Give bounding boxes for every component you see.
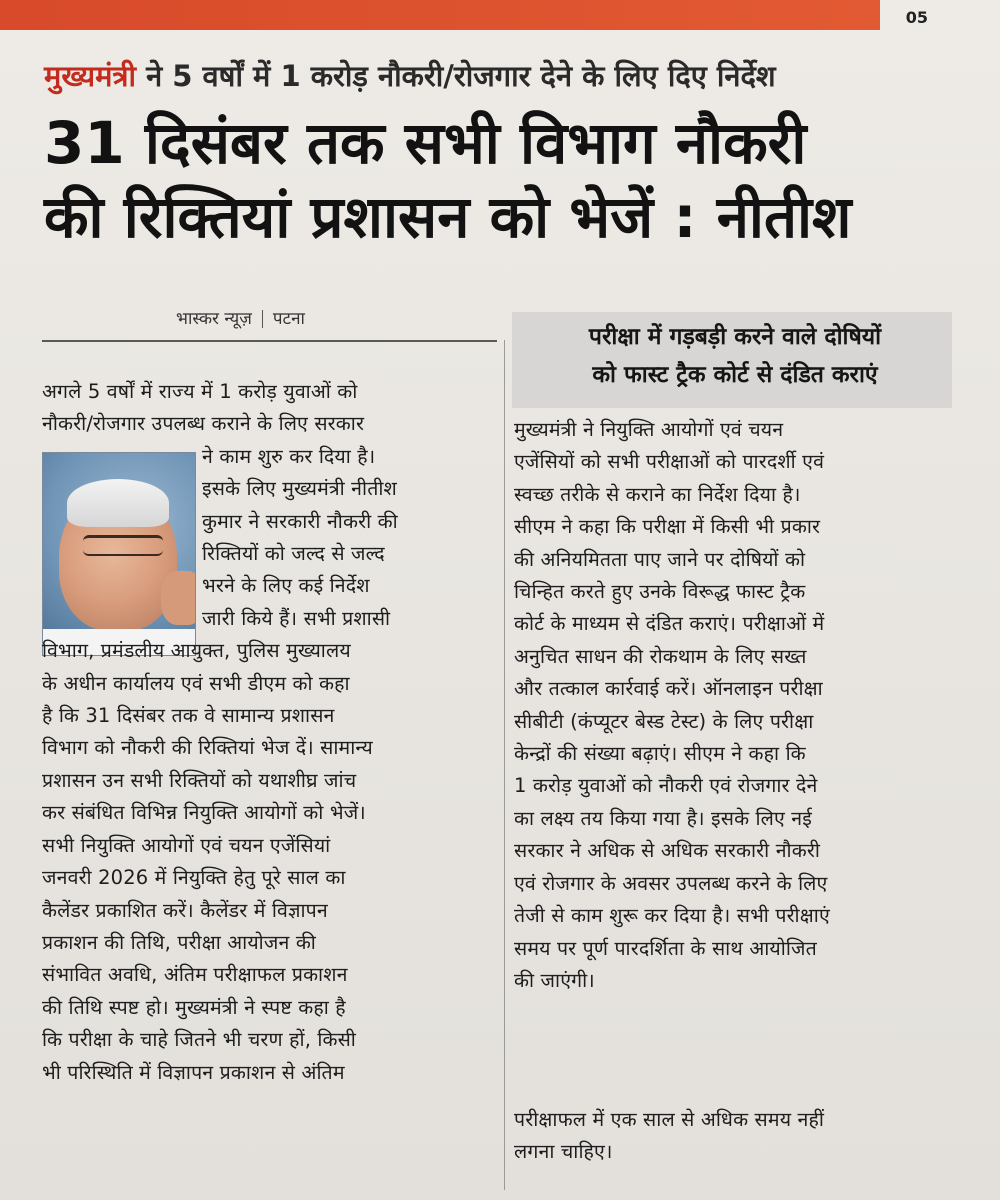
text-line: इसके लिए मुख्यमंत्री नीतीश: [202, 477, 397, 501]
headline-line-2: की रिक्तियां प्रशासन को भेजें : नीतीश: [44, 183, 852, 251]
text-line: की जाएंगी।: [514, 968, 595, 992]
text-line: नौकरी/रोजगार उपलब्ध कराने के लिए सरकार: [42, 412, 365, 436]
text-line: तेजी से काम शुरू कर दिया है। सभी परीक्षाएं: [514, 904, 830, 928]
page-number: 05: [905, 8, 928, 27]
byline: [176, 306, 305, 329]
kicker-lead-word: मुख्यमंत्री: [44, 59, 136, 93]
byline-source: भास्कर न्यूज़: [176, 309, 252, 329]
text-line: और तत्काल कार्रवाई करें। ऑनलाइन परीक्षा: [514, 677, 823, 701]
byline-city: पटना: [272, 309, 305, 329]
text-line: सभी नियुक्ति आयोगों एवं चयन एजेंसियां: [42, 833, 331, 857]
text-line: का लक्ष्य तय किया गया है। इसके लिए नई: [514, 806, 812, 830]
text-line: कुमार ने सरकारी नौकरी की: [202, 509, 398, 533]
text-line: की तिथि स्पष्ट हो। मुख्यमंत्री ने स्पष्ट कहा है: [42, 995, 346, 1019]
text-line: समय पर पूर्ण पारदर्शिता के साथ आयोजित: [514, 936, 817, 960]
sub-head-line-1: परीक्षा में गड़बड़ी करने वाले दोषियों: [588, 324, 882, 350]
column-divider: [504, 340, 505, 1190]
right-column-text: [514, 414, 946, 997]
text-line: प्रकाशन की तिथि, परीक्षा आयोजन की: [42, 930, 316, 954]
text-line: चिन्हित करते हुए उनके विरूद्ध फास्ट ट्रैक: [514, 580, 806, 604]
text-line: की अनियमितता पाए जाने पर दोषियों को: [514, 547, 806, 571]
sub-head: [520, 318, 950, 394]
top-color-band: [0, 0, 880, 30]
text-line: जनवरी 2026 में नियुक्ति हेतु पूरे साल का: [42, 866, 346, 890]
text-line: मुख्यमंत्री ने नियुक्ति आयोगों एवं चयन: [514, 418, 784, 441]
right-column-continued-text: [514, 1104, 946, 1169]
text-line: सीएम ने कहा कि परीक्षा में किसी भी प्रकार: [514, 515, 821, 539]
text-line: विभाग, प्रमंडलीय आयुक्त, पुलिस मुख्यालय: [42, 639, 351, 663]
left-column-text: [42, 376, 494, 1089]
text-line: रिक्तियों को जल्द से जल्द: [202, 542, 385, 566]
text-line: एवं रोजगार के अवसर उपलब्ध करने के लिए: [514, 871, 828, 895]
text-line: अगले 5 वर्षों में राज्य में 1 करोड़ युवाओं को: [42, 380, 358, 403]
text-line: कि परीक्षा के चाहे जितने भी चरण हों, किसी: [42, 1028, 356, 1052]
text-line: कोर्ट के माध्यम से दंडित कराएं। परीक्षाओं में: [514, 612, 825, 636]
text-line: विभाग को नौकरी की रिक्तियां भेज दें। सामान्य: [42, 736, 373, 760]
left-rule: [42, 340, 497, 342]
text-line: ने काम शुरु कर दिया है।: [202, 444, 376, 468]
text-line: 1 करोड़ युवाओं को नौकरी एवं रोजगार देने: [514, 774, 818, 798]
byline-separator: [262, 310, 263, 328]
text-line: लगना चाहिए।: [514, 1140, 613, 1164]
text-line: परीक्षाफल में एक साल से अधिक समय नहीं: [514, 1108, 825, 1131]
kicker-rest: ने 5 वर्षों में 1 करोड़ नौकरी/रोजगार देने के लिए दिए निर्देश: [136, 59, 776, 93]
text-line: अनुचित साधन की रोकथाम के लिए सख्त: [514, 644, 807, 668]
text-line: कर संबंधित विभिन्न नियुक्ति आयोगों को भेजें।: [42, 801, 366, 825]
text-line: संभावित अवधि, अंतिम परीक्षाफल प्रकाशन: [42, 963, 348, 987]
text-line: भरने के लिए कई निर्देश: [202, 574, 370, 598]
text-line: स्वच्छ तरीके से कराने का निर्देश दिया है।: [514, 482, 801, 506]
text-line: केन्द्रों की संख्या बढ़ाएं। सीएम ने कहा कि: [514, 742, 806, 766]
text-line: भी परिस्थिति में विज्ञापन प्रकाशन से अंतिम: [42, 1060, 345, 1084]
kicker-line: [44, 56, 964, 95]
sub-head-line-2: को फास्ट ट्रैक कोर्ट से दंडित कराएं: [592, 362, 878, 388]
text-line: एजेंसियों को सभी परीक्षाओं को पारदर्शी एवं: [514, 450, 825, 474]
text-line: कैलेंडर प्रकाशित करें। कैलेंडर में विज्ञापन: [42, 898, 328, 922]
text-line: है कि 31 दिसंबर तक वे सामान्य प्रशासन: [42, 704, 335, 728]
text-line: सीबीटी (कंप्यूटर बेस्ड टेस्ट) के लिए परीक्षा: [514, 709, 814, 733]
text-line: प्रशासन उन सभी रिक्तियों को यथाशीघ्र जांच: [42, 768, 357, 792]
text-line: सरकार ने अधिक से अधिक सरकारी नौकरी: [514, 839, 821, 863]
headline-line-1: 31 दिसंबर तक सभी विभाग नौकरी: [44, 109, 807, 177]
headline: [44, 106, 974, 254]
text-line: के अधीन कार्यालय एवं सभी डीएम को कहा: [42, 671, 350, 695]
text-line: जारी किये हैं। सभी प्रशासी: [202, 606, 391, 630]
